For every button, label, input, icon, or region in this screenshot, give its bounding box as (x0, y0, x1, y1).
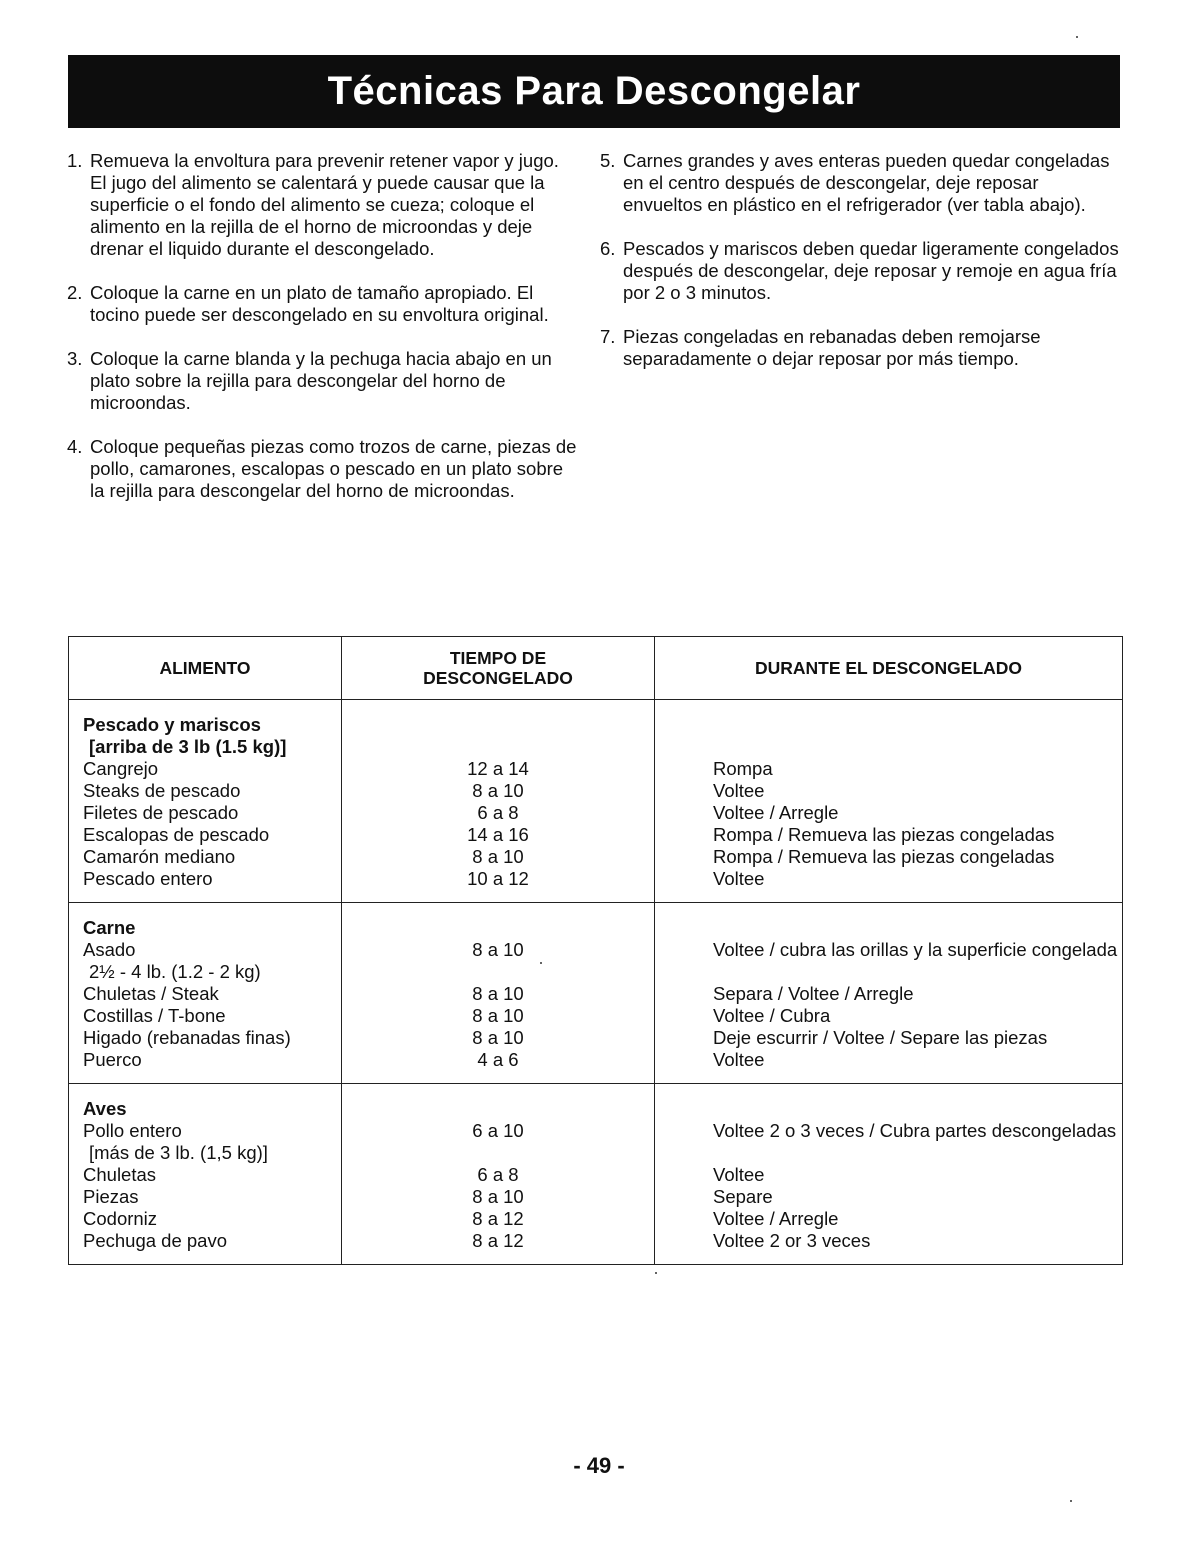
food-name: Escalopas de pescado (83, 824, 270, 845)
defrost-note: Deje escurrir / Voltee / Separe las piezas (713, 1027, 1048, 1048)
food-name: Codorniz (83, 1208, 158, 1229)
defrost-time: 4 a 6 (477, 1049, 519, 1070)
header-time-line1: TIEMPO DE (449, 648, 547, 668)
defrost-note (655, 1142, 1122, 1164)
page-title: Técnicas Para Descongelar (327, 69, 861, 113)
time-cell (342, 1084, 655, 1265)
defrost-time: 8 a 12 (472, 1208, 524, 1229)
defrost-time: 6 a 8 (477, 1164, 519, 1185)
food-name: 2½ - 4 lb. (1.2 - 2 kg) (89, 961, 261, 982)
defrost-time: 8 a 10 (472, 939, 524, 960)
instruction-text: Coloque pequeñas piezas como trozos de carne, piezas de pollo, camarones, escalopas o pescado en un plato sobre la rejilla para descongelar del horno de microondas. (90, 436, 577, 501)
instructions-right-column (600, 150, 1120, 392)
section-subheader: [arriba de 3 lb (1.5 kg)] (89, 736, 287, 757)
defrost-note: Rompa / Remueva las piezas congeladas (713, 824, 1055, 845)
defrost-note: Voltee / Arregle (713, 802, 839, 823)
defrost-note: Voltee (713, 868, 765, 889)
instruction-text: Coloque la carne en un plato de tamaño apropiado. El tocino puede ser descongelado en su envoltura original. (90, 282, 549, 325)
header-during: DURANTE EL DESCONGELADO (655, 637, 1123, 700)
food-name: Costillas / T-bone (83, 1005, 226, 1026)
instruction-item (600, 238, 1120, 304)
instruction-item (600, 326, 1120, 370)
page-number: - 49 - (573, 1453, 625, 1478)
defrost-note: Voltee (713, 780, 765, 801)
scan-speck (1070, 1500, 1072, 1502)
table-section-row (69, 903, 1123, 1084)
food-name: Steaks de pescado (83, 780, 241, 801)
defrost-table (68, 636, 1123, 1265)
instruction-number: 3. (67, 348, 83, 369)
defrost-note: Voltee 2 or 3 veces (713, 1230, 871, 1251)
instruction-item (67, 348, 577, 414)
defrost-time: 10 a 12 (467, 868, 529, 889)
food-name: Puerco (83, 1049, 142, 1070)
defrost-note: Rompa (713, 758, 773, 779)
scan-speck (655, 1272, 657, 1274)
spacer (342, 736, 654, 758)
defrost-time (342, 961, 654, 983)
header-time (342, 637, 655, 700)
defrost-time: 14 a 16 (467, 824, 529, 845)
defrost-note: Voltee / Cubra (713, 1005, 831, 1026)
instruction-number: 4. (67, 436, 83, 457)
food-cell (69, 1084, 342, 1265)
defrost-time: 6 a 8 (477, 802, 519, 823)
note-cell (655, 700, 1123, 903)
instruction-item (67, 436, 577, 502)
defrost-note: Voltee / Arregle (713, 1208, 839, 1229)
scan-speck (1076, 36, 1078, 38)
food-name: Higado (rebanadas finas) (83, 1027, 291, 1048)
spacer (655, 714, 1122, 736)
instruction-number: 7. (600, 326, 616, 347)
defrost-note: Voltee / cubra las orillas y la superficie congelada (713, 939, 1118, 960)
defrost-time: 8 a 10 (472, 983, 524, 1004)
food-name: Pollo entero (83, 1120, 182, 1141)
spacer (655, 736, 1122, 758)
defrost-time: 8 a 10 (472, 1005, 524, 1026)
instruction-text: Carnes grandes y aves enteras pueden quedar congeladas en el centro después de descongelar, deje reposar envueltos en plástico en el refrigerador (ver tabla abajo). (623, 150, 1110, 215)
food-name: Asado (83, 939, 136, 960)
food-name: Pescado entero (83, 868, 213, 889)
defrost-time (342, 1142, 654, 1164)
table-body (69, 700, 1123, 1265)
header-food: ALIMENTO (69, 637, 342, 700)
instruction-text: Remueva la envoltura para prevenir retener vapor y jugo. El jugo del alimento se calentará y puede causar que la superficie o el fondo del alimento se cueza; coloque el alimento en la rejilla de el horno de microondas y deje drenar el liquido durante el descongelado. (90, 150, 559, 259)
defrost-note: Voltee (713, 1164, 765, 1185)
scan-speck (540, 962, 542, 964)
spacer (342, 1098, 654, 1120)
time-cell (342, 903, 655, 1084)
defrost-time: 12 a 14 (467, 758, 529, 779)
defrost-note: Voltee (713, 1049, 765, 1070)
section-category: Carne (83, 917, 136, 938)
defrost-time: 8 a 10 (472, 1027, 524, 1048)
table-section-row (69, 1084, 1123, 1265)
table-section-row (69, 700, 1123, 903)
note-cell (655, 903, 1123, 1084)
defrost-time: 8 a 10 (472, 780, 524, 801)
defrost-note: Separe (713, 1186, 773, 1207)
instruction-number: 6. (600, 238, 616, 259)
instruction-number: 2. (67, 282, 83, 303)
food-name: Chuletas / Steak (83, 983, 219, 1004)
defrost-note: Rompa / Remueva las piezas congeladas (713, 846, 1055, 867)
food-cell (69, 903, 342, 1084)
food-cell (69, 700, 342, 903)
section-category: Aves (83, 1098, 127, 1119)
defrost-note: Separa / Voltee / Arregle (713, 983, 914, 1004)
instruction-item (67, 150, 577, 260)
instruction-text: Piezas congeladas en rebanadas deben remojarse separadamente o dejar reposar por más tiempo. (623, 326, 1041, 369)
note-cell (655, 1084, 1123, 1265)
spacer (655, 917, 1122, 939)
header-time-line2: DESCONGELADO (423, 668, 573, 688)
defrost-time: 8 a 10 (472, 846, 524, 867)
defrost-note (655, 961, 1122, 983)
food-name: Chuletas (83, 1164, 157, 1185)
instruction-number: 1. (67, 150, 83, 171)
section-category: Pescado y mariscos (83, 714, 261, 735)
defrost-time: 6 a 10 (472, 1120, 524, 1141)
food-name: Piezas (83, 1186, 139, 1207)
food-name: Pechuga de pavo (83, 1230, 228, 1251)
time-cell (342, 700, 655, 903)
food-name: [más de 3 lb. (1,5 kg)] (89, 1142, 268, 1163)
instruction-text: Pescados y mariscos deben quedar ligeramente congelados después de descongelar, deje reposar y remoje en agua fría por 2 o 3 minutos. (623, 238, 1119, 303)
spacer (342, 917, 654, 939)
food-name: Camarón mediano (83, 846, 236, 867)
instruction-text: Coloque la carne blanda y la pechuga hacia abajo en un plato sobre la rejilla para descongelar del horno de microondas. (90, 348, 552, 413)
defrost-note: Voltee 2 o 3 veces / Cubra partes descongeladas (713, 1120, 1117, 1141)
defrost-time: 8 a 12 (472, 1230, 524, 1251)
title-bar (68, 55, 1120, 128)
spacer (342, 714, 654, 736)
instruction-number: 5. (600, 150, 616, 171)
spacer (655, 1098, 1122, 1120)
instruction-item (600, 150, 1120, 216)
table-header-row (69, 637, 1123, 700)
defrost-time: 8 a 10 (472, 1186, 524, 1207)
food-name: Cangrejo (83, 758, 159, 779)
instructions-left-column (67, 150, 577, 524)
instruction-item (67, 282, 577, 326)
food-name: Filetes de pescado (83, 802, 239, 823)
